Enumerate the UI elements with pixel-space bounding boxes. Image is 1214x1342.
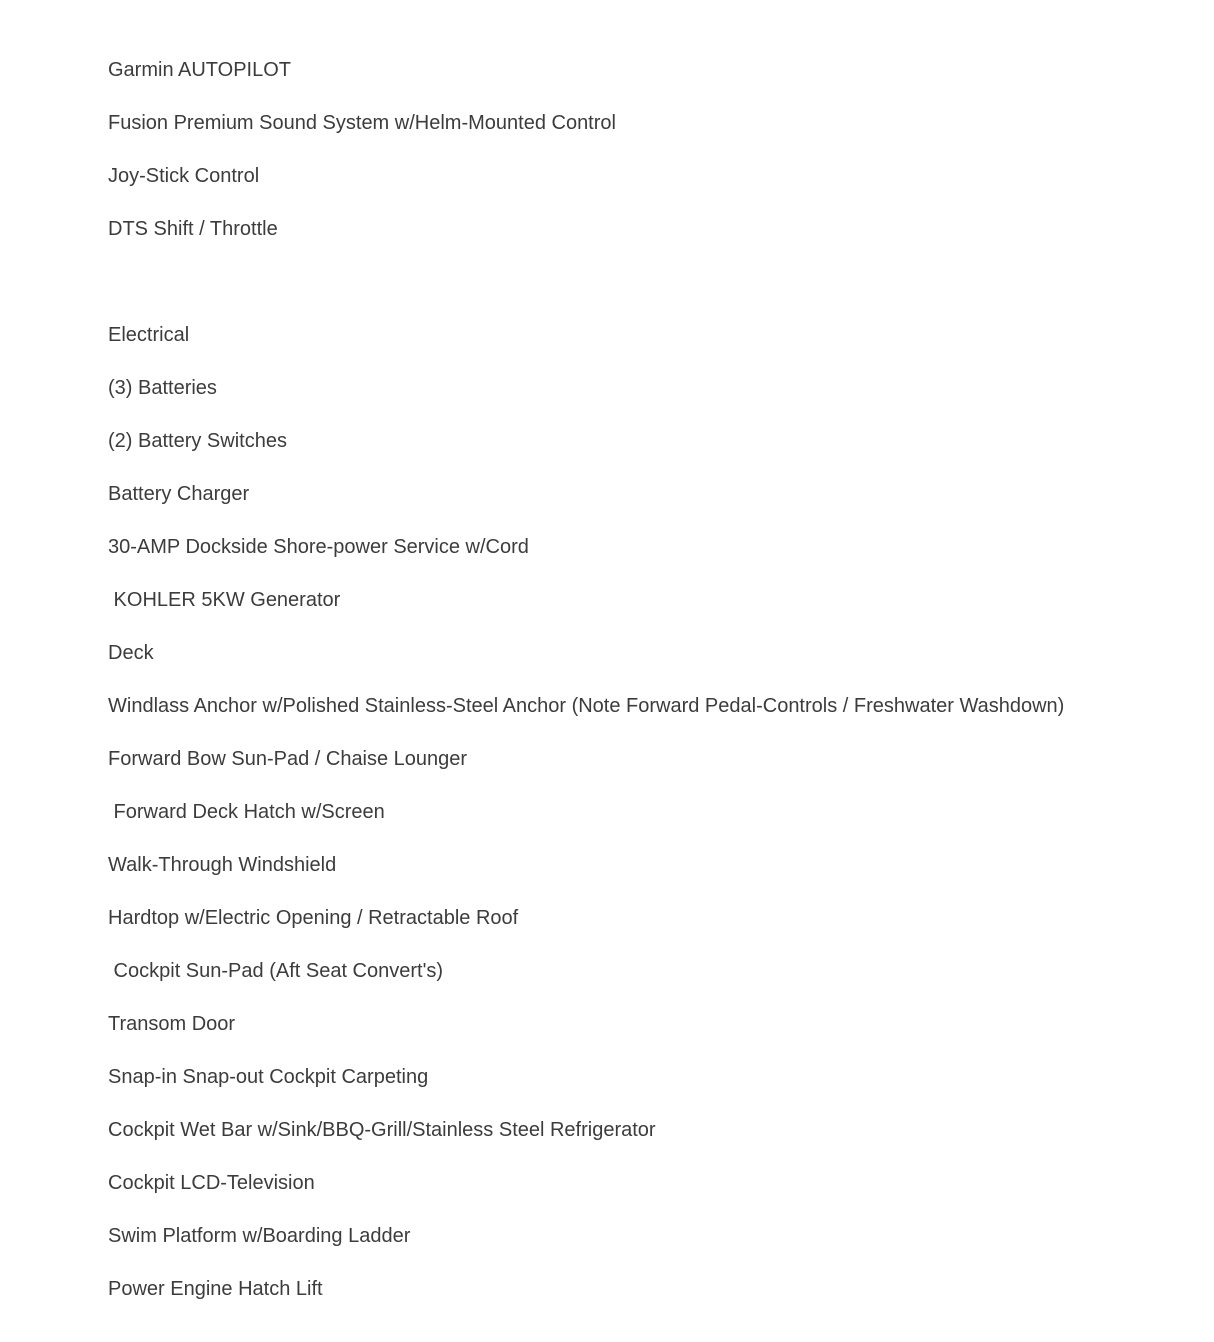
section-heading-electrical: Electrical — [108, 324, 190, 346]
list-item: Cockpit Wet Bar w/Sink/BBQ-Grill/Stainless Steel Refrigerator — [108, 1119, 656, 1141]
list-item: Windlass Anchor w/Polished Stainless-Steel Anchor (Note Forward Pedal-Controls / Freshwater Washdown) — [108, 695, 1065, 717]
list-item: Hardtop w/Electric Opening / Retractable Roof — [108, 907, 519, 929]
section-heading-deck: Deck — [108, 642, 154, 664]
list-item: Swim Platform w/Boarding Ladder — [108, 1225, 411, 1247]
list-item: Forward Deck Hatch w/Screen — [108, 801, 385, 823]
list-item: Cockpit LCD-Television — [108, 1172, 315, 1194]
list-item: 30-AMP Dockside Shore-power Service w/Cord — [108, 536, 529, 558]
list-item: Battery Charger — [108, 483, 250, 505]
list-item: Cockpit Sun-Pad (Aft Seat Convert's) — [108, 960, 444, 982]
list-item: KOHLER 5KW Generator — [108, 589, 341, 611]
list-item: Forward Bow Sun-Pad / Chaise Lounger — [108, 748, 468, 770]
list-item: Power Engine Hatch Lift — [108, 1278, 323, 1300]
list-item: (3) Batteries — [108, 377, 217, 399]
list-item: Transom Door — [108, 1013, 236, 1035]
list-item: Fusion Premium Sound System w/Helm-Mounted Control — [108, 112, 616, 134]
list-item: DTS Shift / Throttle — [108, 218, 278, 240]
list-item: Walk-Through Windshield — [108, 854, 337, 876]
list-item: (2) Battery Switches — [108, 430, 287, 452]
list-item: Joy-Stick Control — [108, 165, 260, 187]
list-item: Snap-in Snap-out Cockpit Carpeting — [108, 1066, 429, 1088]
list-item: Garmin AUTOPILOT — [108, 59, 292, 81]
